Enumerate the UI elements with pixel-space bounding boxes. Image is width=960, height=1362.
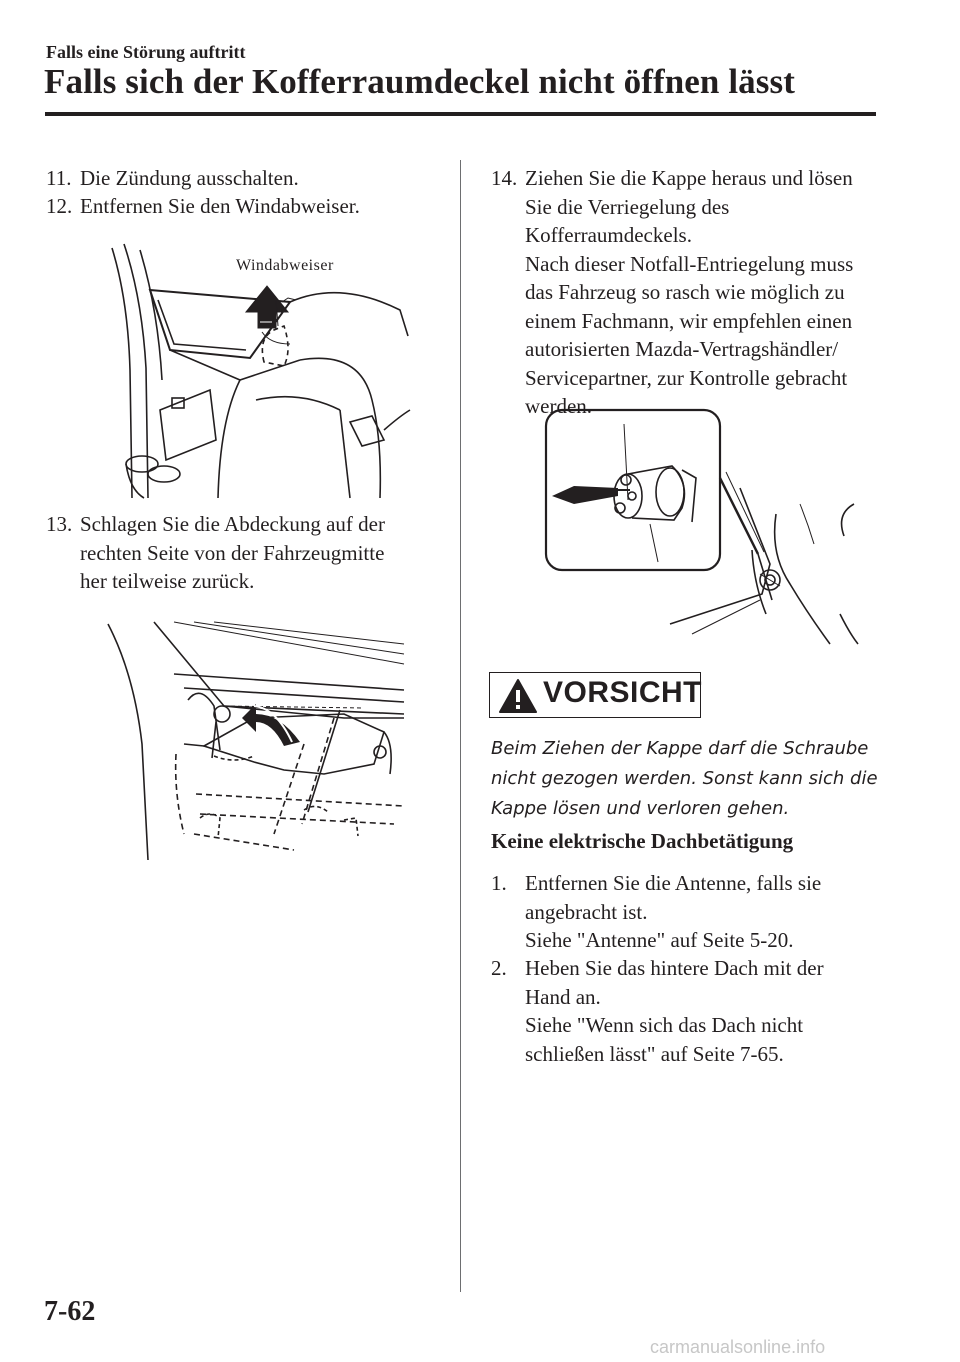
step-line: Hand an. xyxy=(525,984,601,1009)
step-11 xyxy=(46,164,299,193)
step-line: einem Fachmann, wir empfehlen einen xyxy=(525,308,853,333)
step-12 xyxy=(46,192,360,221)
watermark: carmanualsonline.info xyxy=(650,1337,826,1357)
step-line: Kofferraumdeckels. xyxy=(525,223,692,247)
figure-label-windabweiser: Windabweiser xyxy=(236,257,334,274)
step-line: her teilweise zurück. xyxy=(80,569,255,593)
subheading: Keine elektrische Dachbetätigung xyxy=(491,829,794,853)
page-number: 7-62 xyxy=(44,1296,96,1327)
step-line: rechten Seite von der Fahrzeugmitte xyxy=(80,540,385,565)
cover-foldback-illustration xyxy=(104,614,410,864)
step-13 xyxy=(46,510,385,596)
step-line: Schlagen Sie die Abdeckung auf der xyxy=(80,512,385,536)
step-line: angebracht ist. xyxy=(525,899,648,924)
title-rule xyxy=(45,112,876,116)
step-line: Sie die Verriegelung des xyxy=(525,194,730,219)
step-line: Ziehen Sie die Kappe heraus und lösen xyxy=(525,166,853,190)
step-number: 12. xyxy=(46,194,73,218)
column-divider xyxy=(460,160,461,1292)
step-number: 13. xyxy=(46,512,73,536)
caution-line: Beim Ziehen der Kappe darf die Schraube xyxy=(491,738,869,759)
step-line: schließen lässt" auf Seite 7-65. xyxy=(525,1041,784,1066)
step-14 xyxy=(491,164,853,421)
page-title: Falls sich der Kofferraumdeckel nicht öffnen lässt xyxy=(44,62,795,101)
cap-release-illustration xyxy=(540,404,862,652)
step-number: 14. xyxy=(491,166,518,190)
step-line: autorisierten Mazda-Vertragshändler/ xyxy=(525,337,839,361)
warning-triangle-icon xyxy=(498,678,538,714)
step-line: Die Zündung ausschalten. xyxy=(80,166,299,190)
step-line: Entfernen Sie die Antenne, falls sie xyxy=(525,871,822,895)
step-line: Heben Sie das hintere Dach mit der xyxy=(525,956,824,980)
section-header: Falls eine Störung auftritt xyxy=(46,42,246,62)
caution-text xyxy=(491,734,881,824)
windabweiser-illustration xyxy=(100,240,412,502)
step-line: das Fahrzeug so rasch wie möglich zu xyxy=(525,280,845,304)
step-line: Siehe "Wenn sich das Dach nicht xyxy=(525,1013,804,1037)
step-line: werden. xyxy=(525,394,593,418)
step-number: 1. xyxy=(491,871,507,895)
step-line: Servicepartner, zur Kontrolle gebracht xyxy=(525,365,848,390)
step-line: Nach dieser Notfall-Entriegelung muss xyxy=(525,251,854,276)
step-1 xyxy=(491,869,821,955)
step-line: Siehe "Antenne" auf Seite 5-20. xyxy=(525,928,794,952)
warning-label: VORSICHT xyxy=(543,676,703,709)
step-2 xyxy=(491,954,824,1068)
step-number: 11. xyxy=(46,166,72,190)
caution-line: Kappe lösen und verloren gehen. xyxy=(491,798,790,819)
caution-line: nicht gezogen werden. Sonst kann sich die xyxy=(491,768,878,789)
step-line: Entfernen Sie den Windabweiser. xyxy=(80,194,360,218)
step-number: 2. xyxy=(491,956,507,980)
